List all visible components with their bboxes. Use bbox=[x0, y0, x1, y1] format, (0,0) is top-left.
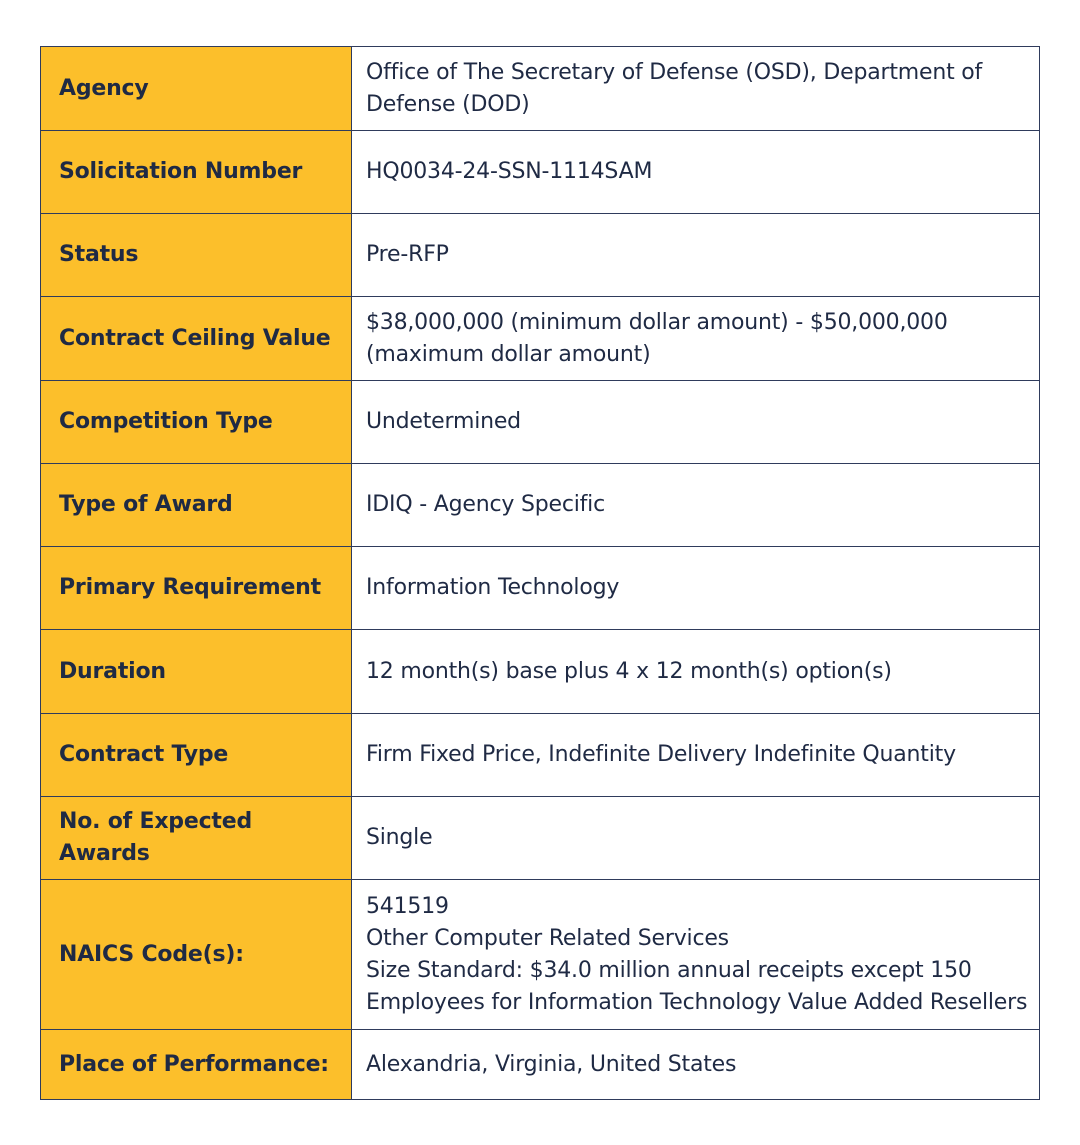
table-row bbox=[41, 381, 1040, 464]
value-line: Other Computer Related Services bbox=[366, 925, 729, 951]
row-value bbox=[352, 630, 1040, 713]
row-label: No. of Expected Awards bbox=[41, 797, 352, 879]
contract-details-table bbox=[40, 46, 1040, 1100]
row-label: Solicitation Number bbox=[41, 131, 352, 213]
row-value bbox=[352, 714, 1040, 796]
table-row bbox=[41, 797, 1040, 880]
row-label: Status bbox=[41, 214, 352, 296]
row-value bbox=[352, 47, 1040, 130]
table-row bbox=[41, 714, 1040, 797]
value-line: Office of The Secretary of Defense (OSD), Department of bbox=[366, 59, 983, 85]
row-value bbox=[352, 797, 1040, 879]
table-row bbox=[41, 214, 1040, 297]
row-label: Agency bbox=[41, 47, 352, 130]
value-line: Employees for Information Technology Value Added Resellers bbox=[366, 989, 1028, 1015]
value-line: Undetermined bbox=[366, 409, 521, 434]
table-row bbox=[41, 131, 1040, 214]
row-label: Type of Award bbox=[41, 464, 352, 546]
row-label: Competition Type bbox=[41, 381, 352, 463]
value-line: 541519 bbox=[366, 893, 449, 919]
value-line: Defense (DOD) bbox=[366, 91, 530, 117]
value-line: Pre-RFP bbox=[366, 242, 449, 267]
value-line: $38,000,000 (minimum dollar amount) - $50,000,000 bbox=[366, 309, 948, 335]
row-value bbox=[352, 880, 1040, 1029]
table-row bbox=[41, 47, 1040, 131]
row-value bbox=[352, 381, 1040, 463]
row-label: Primary Requirement bbox=[41, 547, 352, 629]
table-row bbox=[41, 464, 1040, 547]
row-value bbox=[352, 214, 1040, 296]
table-row bbox=[41, 630, 1040, 714]
value-line: Single bbox=[366, 825, 433, 850]
value-line: (maximum dollar amount) bbox=[366, 341, 651, 367]
value-line: Alexandria, Virginia, United States bbox=[366, 1051, 737, 1077]
row-value bbox=[352, 131, 1040, 213]
value-line: IDIQ - Agency Specific bbox=[366, 492, 605, 517]
row-value bbox=[352, 547, 1040, 629]
value-line: 12 month(s) base plus 4 x 12 month(s) option(s) bbox=[366, 658, 892, 684]
row-label: Contract Type bbox=[41, 714, 352, 796]
row-value bbox=[352, 1030, 1040, 1099]
table-row bbox=[41, 1030, 1040, 1100]
value-line: Information Technology bbox=[366, 575, 620, 600]
value-line: HQ0034-24-SSN-1114SAM bbox=[366, 159, 653, 184]
row-label: Duration bbox=[41, 630, 352, 713]
row-label: NAICS Code(s): bbox=[41, 880, 352, 1029]
row-value bbox=[352, 464, 1040, 546]
table-row bbox=[41, 880, 1040, 1030]
row-value bbox=[352, 297, 1040, 380]
table-row bbox=[41, 547, 1040, 630]
row-label: Place of Performance: bbox=[41, 1030, 352, 1099]
value-line: Size Standard: $34.0 million annual receipts except 150 bbox=[366, 957, 972, 983]
row-label: Contract Ceiling Value bbox=[41, 297, 352, 380]
table-row bbox=[41, 297, 1040, 381]
value-line: Firm Fixed Price, Indefinite Delivery Indefinite Quantity bbox=[366, 742, 956, 767]
